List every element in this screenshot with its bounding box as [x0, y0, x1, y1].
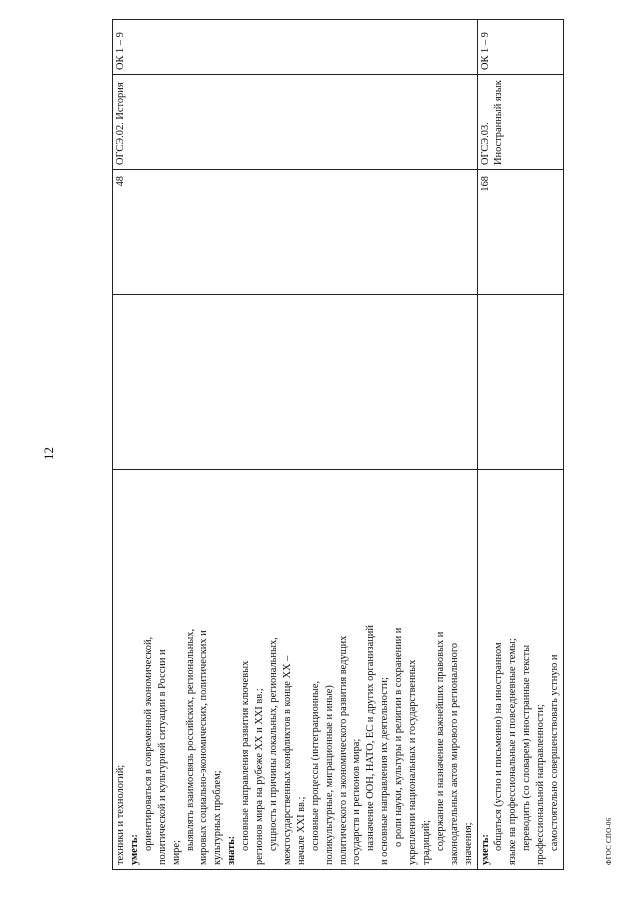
discipline-cell — [477, 75, 563, 170]
skill-line: межгосударственных конфликтов в конце XX – — [281, 655, 293, 865]
skill-line: выявлять взаимосвязь российских, региональных, — [184, 628, 196, 851]
section-heading: уметь: — [479, 834, 491, 865]
skill-line: поликультурные, миграционные и иные) — [323, 685, 335, 865]
skill-line: законодательных актов мирового и регионального — [448, 642, 460, 865]
skill-line: укреплении национальных и государственных — [407, 659, 419, 865]
footer-code: ФГОС СПО-06 — [605, 817, 613, 865]
hours-cell: 48 — [113, 170, 478, 295]
standard-table — [112, 19, 564, 870]
skill-line: мире; — [170, 840, 182, 865]
skill-line: политического и экономического развития ведущих — [337, 635, 349, 865]
skill-line: содержание и назначение важнейших правовых и — [434, 631, 446, 851]
skill-line: самостоятельно совершенствовать устную и — [549, 654, 561, 851]
skill-line: сущность и причины локальных, региональных, — [267, 637, 279, 851]
skill-line: назначение ООН, НАТО, ЕС и других организаций — [365, 625, 377, 851]
table-row — [477, 20, 563, 870]
skills-cell — [113, 470, 478, 870]
skill-line: политической и культурной ситуации в России и — [156, 649, 168, 865]
table-body — [113, 20, 564, 870]
skill-line: начале XXI вв.; — [295, 796, 307, 865]
skill-line: основные процессы (интеграционные, — [309, 680, 321, 851]
discipline-name: ОГСЭ.02. История — [115, 82, 126, 165]
section-heading: уметь: — [128, 834, 140, 865]
competencies-cell: ОК 1 – 9 — [477, 20, 563, 75]
skill-line: ориентироваться в современной экономической, — [142, 636, 154, 851]
discipline-name: ОГСЭ.03. — [479, 122, 491, 165]
skill-line: регионов мира на рубеже XX и XXI вв.; — [254, 688, 266, 865]
discipline-name: Иностранный язык — [493, 80, 505, 165]
skill-line: о роли науки, культуры и религии в сохранении и — [393, 627, 405, 847]
discipline-cell — [113, 75, 478, 170]
skill-line: общаться (устно и письменно) на иностранном — [493, 642, 505, 851]
skill-line: языке на профессиональные и повседневные темы; — [507, 638, 519, 865]
skills-cell — [477, 470, 563, 870]
skill-line: традиций; — [420, 820, 432, 865]
hours-cell: 168 — [477, 170, 563, 295]
table-row — [113, 20, 478, 870]
skill-line: переводить (со словарем) иностранные тексты — [521, 644, 533, 851]
page-number: 12 — [41, 447, 56, 460]
skill-line: профессиональной направленности; — [535, 704, 547, 865]
skill-line: значения; — [462, 822, 474, 865]
skill-line: и основные направления их деятельности; — [379, 677, 391, 865]
skill-line: основные направления развития ключевых — [240, 660, 252, 851]
skill-line: мировых социально-экономических, политических и — [198, 630, 210, 865]
skill-line: техники и технологий; — [115, 764, 126, 865]
empty-cell — [113, 295, 478, 470]
skill-line: культурных проблем; — [212, 770, 224, 865]
skill-line: государств и регионов мира; — [351, 738, 363, 865]
competencies-cell: ОК 1 – 9 — [113, 20, 478, 75]
section-heading: знать: — [226, 835, 238, 865]
empty-cell — [477, 295, 563, 470]
